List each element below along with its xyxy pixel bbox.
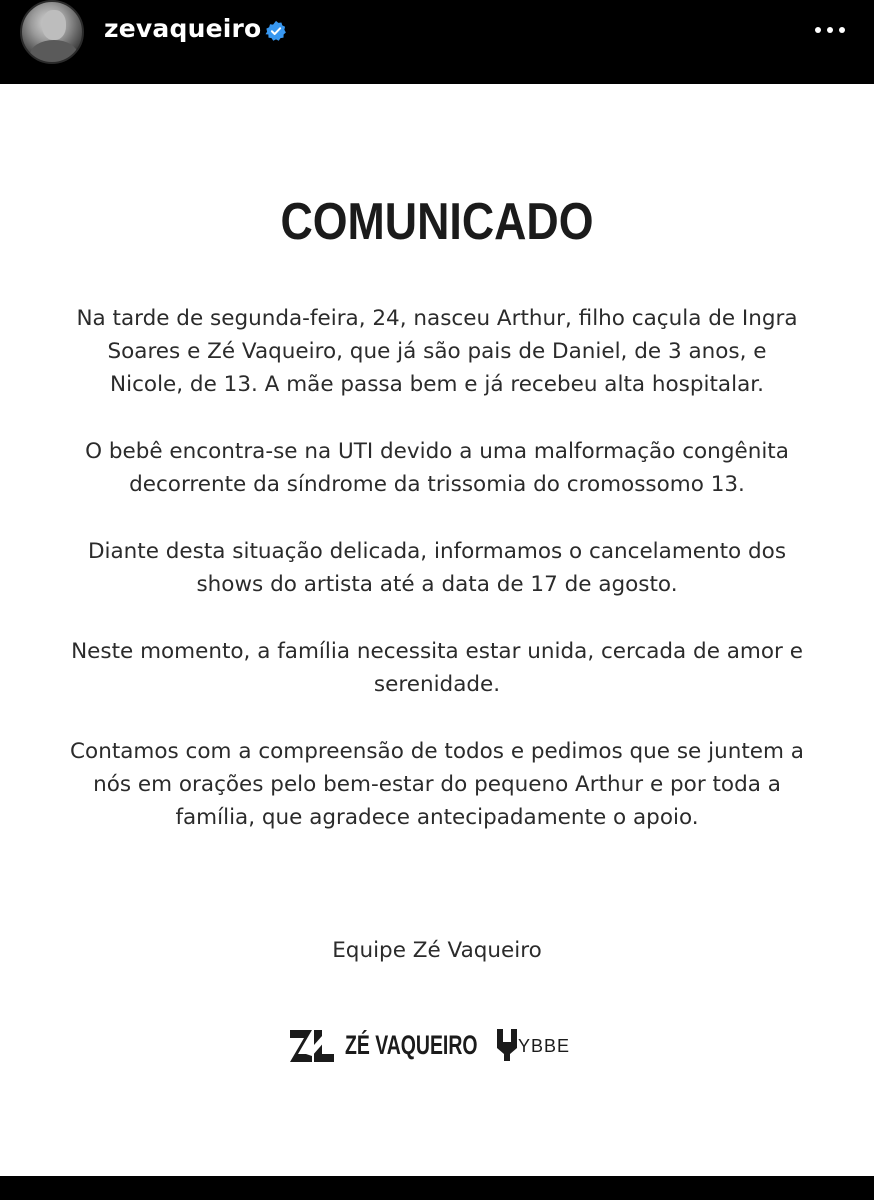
- paragraph-thanks: Contamos com a compreensão de todos e pedimos que se juntem a nós em orações pelo bem-estar do pequeno Arthur e por toda a família, que agradece antecipadamente o apoio.: [70, 739, 804, 830]
- paragraph-cancellation: Diante desta situação delicada, informamos o cancelamento dos shows do artista até a data de 17 de agosto.: [87, 539, 787, 597]
- paragraph-uti: O bebê encontra-se na UTI devido a uma malformação congênita decorrente da síndrome da trissomia do cromossomo 13.: [85, 439, 789, 497]
- verified-badge-icon: [265, 20, 287, 42]
- logos-row: [288, 1026, 588, 1066]
- profile-avatar[interactable]: [20, 0, 84, 64]
- ybbe-logo-icon: [496, 1028, 518, 1062]
- paragraph-family: Neste momento, a família necessita estar unida, cercada de amor e serenidade.: [71, 639, 803, 697]
- announcement-title: COMUNICADO: [280, 193, 594, 251]
- more-options-icon[interactable]: [812, 18, 848, 42]
- avatar-shoulders: [30, 40, 78, 64]
- story-footer-bar: [0, 1176, 874, 1200]
- announcement-card: [0, 84, 874, 1176]
- paragraph-birth: Na tarde de segunda-feira, 24, nasceu Arthur, filho caçula de Ingra Soares e Zé Vaqueiro, que já são pais de Daniel, de 3 anos, e Nicole, de 13. A mãe passa bem e já recebeu alta hospitalar.: [76, 306, 798, 397]
- story-header: [0, 0, 874, 84]
- username-link[interactable]: zevaqueiro: [104, 14, 262, 43]
- ybbe-wordmark: YBBE: [518, 1036, 571, 1056]
- ze-vaqueiro-monogram-icon: [288, 1028, 336, 1064]
- avatar-face: [42, 10, 66, 40]
- signature: Equipe Zé Vaqueiro: [332, 938, 542, 963]
- ze-vaqueiro-wordmark: ZÉ VAQUEIRO: [345, 1030, 478, 1060]
- announcement-body: [70, 302, 804, 868]
